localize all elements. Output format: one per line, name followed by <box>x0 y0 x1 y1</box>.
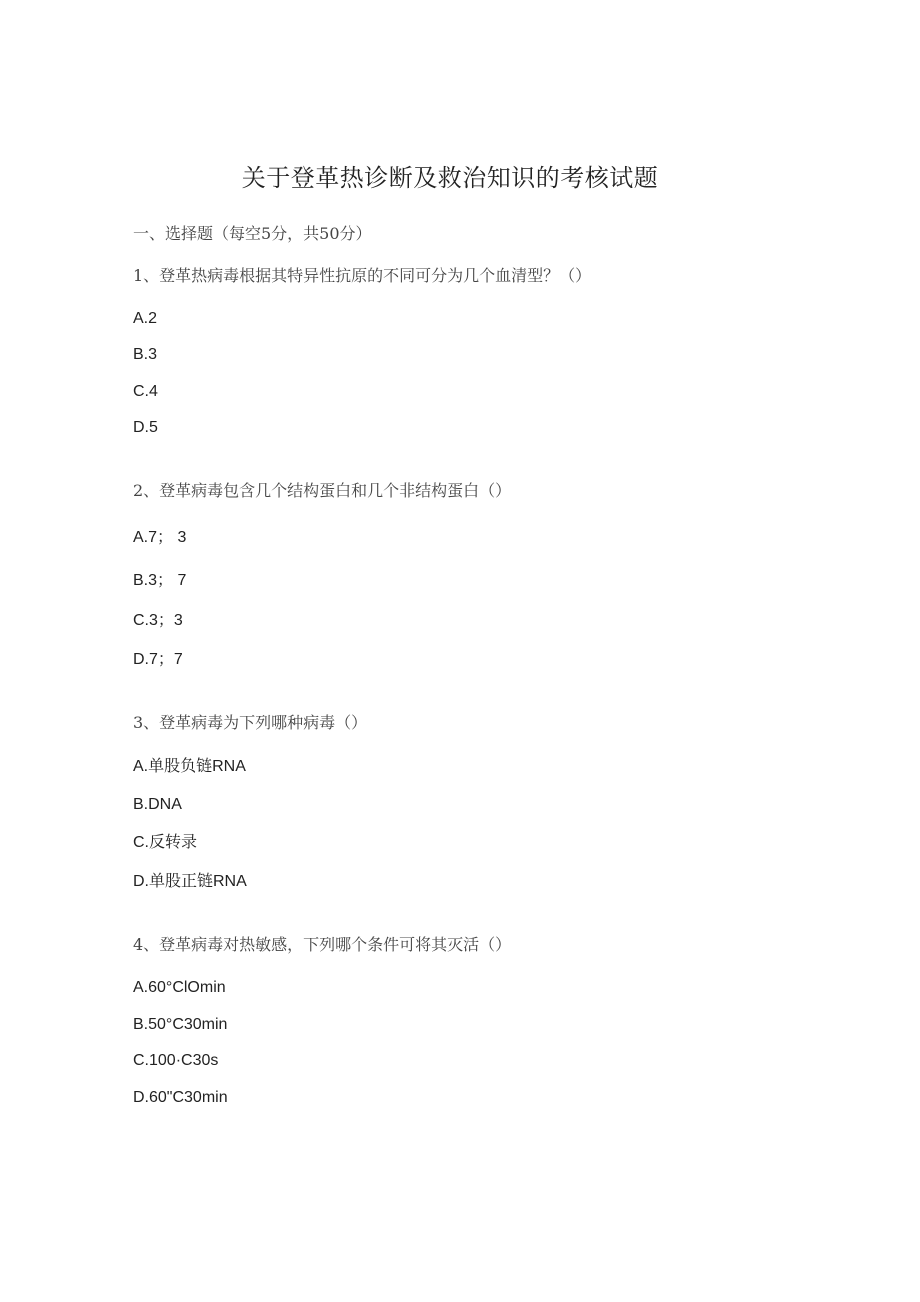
question-3-option-b: B.DNA <box>133 796 182 813</box>
question-4: 4、登革病毒对热敏感，下列哪个条件可将其灭活（） <box>133 935 512 954</box>
question-1-option-b: B.3 <box>133 346 158 363</box>
question-1-option-a: A.2 <box>133 310 158 327</box>
question-2-option-a: A.7； 3 <box>133 529 187 546</box>
section-heading: 一、选择题（每空5分，共50分） <box>133 224 372 243</box>
question-1-option-c: C.4 <box>133 383 158 400</box>
question-4-option-b: B.50°C30min <box>133 1016 228 1033</box>
question-4-option-a: A.60°ClOmin <box>133 979 226 996</box>
page-title: 关于登革热诊断及救治知识的考核试题 <box>241 164 659 192</box>
question-3: 3、登革病毒为下列哪种病毒（） <box>133 713 368 732</box>
question-2-option-d: D.7；7 <box>133 651 183 668</box>
question-2: 2、登革病毒包含几个结构蛋白和几个非结构蛋白（） <box>133 481 512 500</box>
question-1: 1、登革热病毒根据其特异性抗原的不同可分为几个血清型？（） <box>133 266 592 285</box>
question-4-option-d: D.60"C30min <box>133 1089 228 1106</box>
question-1-option-d: D.5 <box>133 419 158 436</box>
question-4-option-c: C.100·C30s <box>133 1052 219 1069</box>
question-3-option-a: A.单股负链RNA <box>133 758 246 775</box>
question-2-option-b: B.3； 7 <box>133 572 187 589</box>
question-2-option-c: C.3；3 <box>133 612 183 629</box>
question-3-option-d: D.单股正链RNA <box>133 873 247 890</box>
question-3-option-c: C.反转录 <box>133 834 198 851</box>
